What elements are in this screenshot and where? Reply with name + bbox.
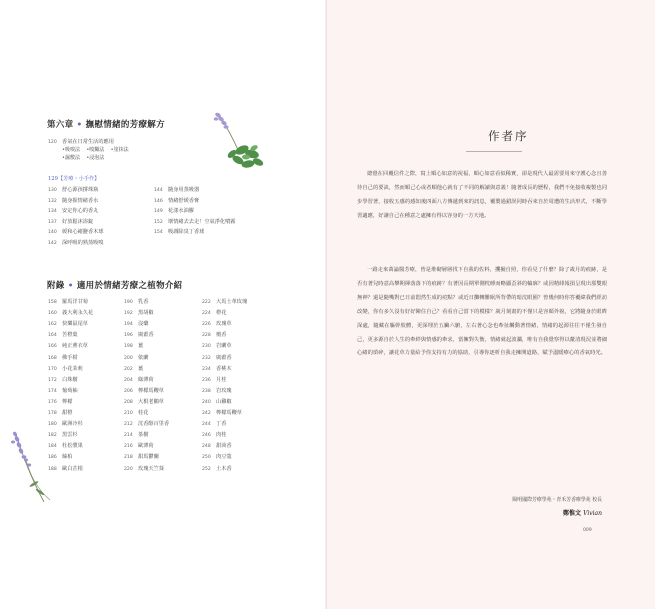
entry-page-number: 244	[202, 422, 211, 428]
entry-title: 月桂	[216, 376, 227, 383]
entry-title: 隨身用蒸吸器	[168, 187, 200, 193]
plant-entry	[202, 453, 232, 460]
plant-entry	[124, 465, 164, 472]
plant-entry	[48, 331, 78, 338]
entry-page-number: 200	[124, 355, 133, 361]
left-page-contents	[0, 0, 327, 609]
appendix-label: 附錄	[47, 281, 65, 291]
tip-entry	[48, 207, 98, 214]
entry-title: 佛手柑	[62, 354, 78, 361]
entry-title: 緩和心緒鹽香木球	[62, 229, 104, 235]
entry-page-number: 194	[124, 322, 133, 328]
entry-title: 花漾水油膠	[168, 208, 194, 214]
entry-title: 歐洲冷杉	[62, 421, 83, 428]
entry-page-number: 216	[124, 444, 133, 450]
entry-title: 綠薄荷	[138, 376, 154, 383]
entry-page-number: 250	[202, 455, 211, 461]
plant-entry	[48, 365, 83, 372]
entry-page-number: 236	[202, 377, 211, 383]
tip-entry	[48, 186, 98, 193]
plant-entry	[124, 354, 148, 361]
entry-title: 桂花	[138, 410, 149, 416]
plant-entry	[124, 453, 159, 460]
plant-entry	[202, 398, 232, 405]
plant-entry	[202, 354, 232, 361]
entry-page-number: 238	[202, 388, 211, 394]
tip-entry	[154, 218, 235, 225]
plant-entry	[48, 420, 83, 427]
plant-entry	[48, 309, 93, 316]
entry-page-number: 220	[124, 466, 133, 472]
lavender-bottom-illustration	[4, 430, 56, 510]
entry-page-number: 184	[48, 444, 57, 450]
entry-title: 肉桂	[216, 432, 227, 439]
entry-title: 岩玫瑰	[216, 387, 232, 394]
plant-entry	[202, 298, 247, 305]
entry-page-number: 180	[48, 422, 57, 428]
entry-title: 沒藥	[138, 321, 149, 328]
entry-title: 情緒舒緩香膏	[168, 197, 200, 204]
entry-title: 岩蘭草	[216, 343, 232, 350]
entry-page-number: 137	[48, 219, 57, 225]
entry-title: 依蘭	[138, 354, 149, 361]
entry-title: 沈香醇百里香	[138, 421, 170, 428]
entry-page-number: 160	[48, 311, 57, 317]
chapter-heading: 撫慰情緒的芳療解方	[85, 120, 165, 130]
appendix-title: 附錄 • 適用於情緒芳療之植物介紹	[47, 281, 183, 291]
entry-page-number: 222	[202, 300, 211, 305]
plant-entry	[202, 442, 232, 449]
entry-page-number: 224	[202, 311, 211, 317]
entry-title: 白珠樹	[62, 376, 78, 383]
entry-page-number: 246	[202, 433, 211, 439]
plant-entry	[48, 342, 88, 349]
entry-page-number: 172	[48, 377, 57, 383]
entry-page-number: 154	[154, 230, 163, 235]
tip-entry	[154, 186, 199, 193]
plant-entry	[124, 431, 148, 438]
preface-paragraph-2: 一路走來萬論醫芳療，皆是堆砌層層找下自我的佐料，攫擬自照，你看見了什麼？除了歲月的痕跡，是否有著兒時意高攀期揮落落下的痕跡？有著因長期單側枕睡而略顯歪斜的輪廓？或因精緋報損呈現出那雙眼無神？還是隨嘴對已日前悶然生成的痘點？或近日攤轉難眠所背帶的暗沈眼圈？曾幾何時你答覆緯我們經訪改變，你有多久沒有好好陳住自己？看看自己當下的模樣？歲月刻畫的不僅只是容顏外貌，它將隨身於眼眸深處，隨藏在軀幹肢體，更深埋於五臟六腑，左右著心念也牽扯觸動著情緒，情緒的起源往往不僅生發自己，更多源自於人生的牽絆與情感的牽求，當擁對失衡，情緒就起波瀾，唯有自我覺察得以釐清現況並將細心緒的瑣碎，讓花草力量給予你支持有力的協助，引導你逐析自我走擁開道路，賦予溫暖療心的香氣時光。	[357, 267, 607, 357]
tip-entry	[154, 207, 194, 214]
chapter-label: 第六章	[47, 120, 74, 130]
entry-page-number: 149	[154, 209, 163, 214]
entry-title: 歐薄荷	[138, 443, 154, 450]
entry-page-number: 198	[124, 344, 133, 350]
entry-page-number: 226	[202, 322, 211, 328]
entry-page-number: 182	[48, 433, 57, 439]
entry-title: 杜松漿果	[62, 443, 83, 450]
plant-entry	[124, 398, 164, 405]
plant-entry	[48, 398, 72, 405]
plant-entry	[124, 331, 154, 338]
plant-entry	[48, 387, 78, 394]
entry-page-number: 176	[48, 399, 57, 405]
tip-entry	[48, 218, 93, 225]
entry-page-number: 146	[154, 198, 163, 204]
author-english-name: Vivian	[583, 510, 602, 517]
chapter6-title: 第六章 • 撫慰情緒的芳療解方	[47, 120, 165, 130]
entry-page-number: 248	[202, 444, 211, 450]
entry-page-number: 204	[124, 377, 133, 383]
entry-page-number: 134	[48, 209, 57, 214]
plant-entry	[124, 387, 164, 394]
entry-title: 黑胡椒	[138, 310, 154, 317]
preface-title: 作者序	[488, 129, 529, 143]
entry-title: 土木香	[216, 465, 232, 472]
entry-page-number: 228	[202, 333, 211, 339]
plant-entry	[48, 320, 88, 327]
plant-entry	[202, 331, 226, 338]
entry-page-number: 196	[124, 333, 133, 339]
entry-title: 檸檬馬鞭草	[138, 387, 164, 394]
entry-title: 安定你心的香丸	[62, 208, 99, 214]
entry-page-number: 210	[124, 411, 133, 416]
entry-page-number: 206	[124, 388, 133, 394]
plant-entry	[48, 409, 72, 416]
plant-entry	[202, 465, 232, 472]
entry-title: 大根老鸛草	[138, 398, 164, 405]
entry-title: 甜茴香	[216, 443, 232, 450]
entry-page-number: 252	[202, 466, 211, 472]
entry-title: 檸檬	[62, 398, 73, 405]
title-divider	[466, 151, 522, 152]
entry-page-number: 130	[48, 188, 57, 193]
tip-entry	[48, 239, 104, 246]
entry-page-number: 142	[48, 240, 57, 246]
entry-page-number: 234	[202, 366, 211, 372]
plant-entry	[202, 342, 232, 349]
entry-page-number: 168	[48, 355, 57, 361]
entry-title: 甜橙	[62, 410, 73, 416]
entry-title: 歐白芷根	[62, 465, 83, 472]
plant-entry	[202, 309, 226, 316]
entry-title: 苦橙葉	[62, 332, 78, 339]
plant-entry	[48, 376, 78, 383]
entry-title: 茶樹	[138, 432, 149, 439]
tip-section-tag: 129【芳療・小手作】	[48, 176, 100, 182]
toc-entry: 120 香氣在日常生活的應用	[48, 139, 114, 145]
plant-entry	[124, 365, 143, 372]
plant-entry	[202, 420, 226, 427]
page-number: 009	[583, 528, 592, 533]
entry-title: 純正薰衣草	[62, 343, 88, 350]
entry-title: 香桃木	[216, 365, 232, 372]
entry-page-number: 140	[48, 230, 57, 235]
plant-entry	[124, 376, 154, 383]
entry-title: 小花茉莉	[62, 365, 83, 372]
entry-title: 檸檬馬鞭草	[216, 410, 242, 416]
entry-page-number: 214	[124, 433, 133, 439]
entry-title: 薑	[138, 365, 144, 372]
entry-title: 黑雲杉	[62, 432, 78, 439]
plant-entry	[124, 342, 143, 349]
entry-page-number: 132	[48, 198, 57, 204]
plant-entry	[202, 320, 232, 327]
entry-title: 葡萄柚	[62, 387, 78, 394]
entry-page-number: 162	[48, 322, 57, 328]
entry-page-number: 190	[124, 300, 133, 305]
entry-page-number: 232	[202, 355, 211, 361]
plant-entry	[202, 409, 242, 416]
entry-title: 玫瑰草	[216, 321, 232, 328]
plant-entry	[202, 376, 226, 383]
author-signature	[563, 508, 602, 517]
tip-entry	[48, 228, 104, 235]
entry-page-number: 178	[48, 411, 57, 416]
plant-entry	[48, 298, 88, 305]
method-list-row1: •吸嗅法 •嗅鑼法 •塗抹法	[62, 147, 129, 153]
entry-title: 壞情緒去去走！空氣淨化噴霧	[168, 218, 236, 225]
entry-page-number: 202	[124, 366, 133, 372]
entry-page-number: 152	[154, 219, 163, 225]
entry-title: 舒心源孩撐珠瓶	[62, 187, 99, 193]
tip-entry	[154, 228, 204, 235]
entry-title: 橙花	[216, 310, 227, 317]
entry-page-number: 208	[124, 399, 133, 405]
entry-page-number: 212	[124, 422, 133, 428]
lavender-sprig-illustration	[208, 110, 274, 174]
plant-entry	[124, 409, 148, 416]
entry-title: 山雞椒	[216, 398, 232, 405]
entry-page-number: 164	[48, 333, 57, 339]
entry-title: 義大利永久花	[62, 310, 94, 317]
plant-entry	[124, 420, 169, 427]
plant-entry	[124, 442, 154, 449]
tip-entry	[154, 197, 199, 204]
plant-entry	[124, 320, 148, 327]
author-name: 鄭惟文	[562, 510, 581, 517]
entry-title: 薑	[138, 343, 144, 350]
entry-page-number: 188	[48, 466, 57, 472]
plant-entry	[202, 365, 232, 372]
entry-page-number: 174	[48, 388, 57, 394]
entry-title: 甜馬鬱蘭	[138, 454, 159, 461]
entry-page-number: 144	[154, 188, 163, 193]
plant-entry	[48, 354, 78, 361]
entry-title: 丁香	[216, 421, 227, 428]
entry-page-number: 230	[202, 344, 211, 350]
plant-entry	[202, 387, 232, 394]
entry-title: 羅馬洋甘菊	[62, 299, 88, 305]
entry-page-number: 192	[124, 311, 133, 317]
plant-entry	[202, 431, 226, 438]
tip-entry	[48, 197, 98, 204]
entry-title: 好放鬆沐浴錠	[62, 218, 94, 225]
entry-page-number: 218	[124, 455, 133, 461]
author-affiliation: 陽明國際芳療學苑・青禾芳香療學苑 校長	[512, 497, 602, 503]
entry-title: 絲柏	[62, 454, 73, 461]
entry-page-number: 186	[48, 455, 57, 461]
entry-title: 玫瑰天竺葵	[138, 465, 164, 472]
entry-page-number: 158	[48, 300, 57, 305]
method-list-row2: •濕敷法 •浸泡法	[62, 155, 105, 161]
entry-title: 廣藿香	[216, 354, 232, 361]
entry-page-number: 170	[48, 366, 57, 372]
plant-entry	[124, 309, 154, 316]
entry-title: 快樂鼠尾草	[62, 321, 88, 328]
entry-title: 大馬士革玫瑰	[216, 299, 248, 305]
entry-title: 檀香	[216, 332, 227, 339]
plant-entry	[124, 298, 148, 305]
appendix-heading: 適用於情緒芳療之植物介紹	[76, 281, 183, 291]
entry-title: 乳香	[138, 299, 149, 305]
entry-page-number: 242	[202, 411, 211, 416]
entry-title: 隨身握情緒香水	[62, 197, 99, 204]
entry-page-number: 166	[48, 344, 57, 350]
entry-title: 吸調除臭丁香球	[168, 229, 205, 235]
entry-title: 深呼吸的熟蒸吸嗅	[62, 239, 104, 246]
preface-paragraph-1: 總覺在回覆信件之際，寫上順心如意的祝福，順心如意看似稀實，卻是現代人最需要用來守護心念且善待自己的要訣，然而順己心或者順他心就有了不同的解讀與意義！隨著成長的歷程，我們不免接收複製也同步學習著，接收五感的感知後四面八方傳遞到來的訊息，覆製過錯誤同時吞來自於周遭的生活形式，不斷學習適應，好讓自己在種意之處擁有得以容身的一方天地。	[357, 171, 607, 219]
entry-title: 廣藿香	[138, 332, 154, 339]
entry-page-number: 240	[202, 399, 211, 405]
entry-title: 肉豆蔻	[216, 454, 232, 461]
